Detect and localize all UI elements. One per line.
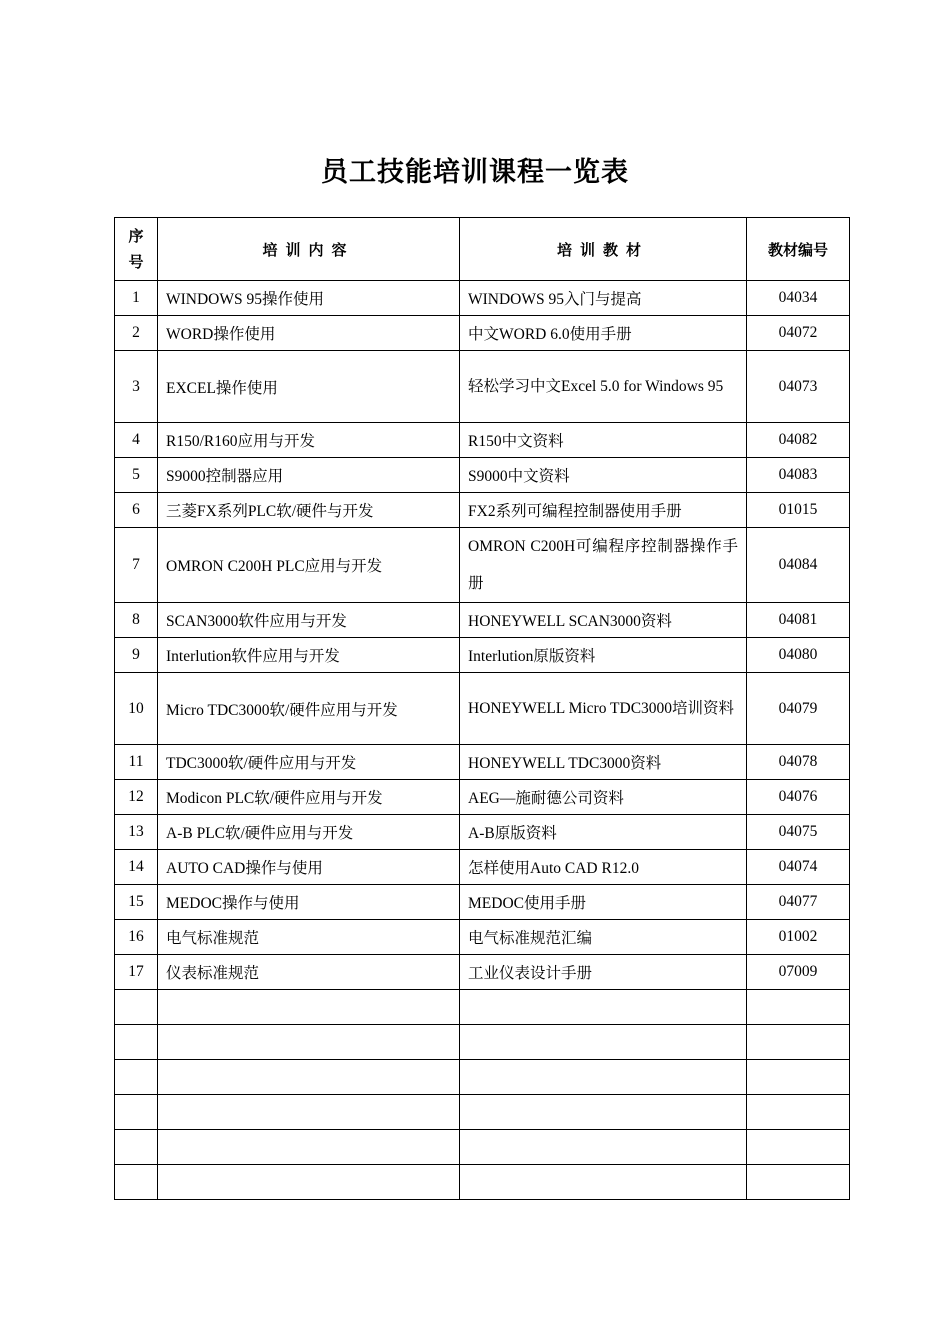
table-row <box>115 281 850 316</box>
row-code: 04034 <box>747 281 850 316</box>
empty-row <box>115 1165 850 1200</box>
row-material: 电气标准规范汇编 <box>460 920 747 955</box>
row-content: Interlution软件应用与开发 <box>158 638 460 673</box>
row-code: 04072 <box>747 316 850 351</box>
row-number: 16 <box>115 920 158 955</box>
row-number: 12 <box>115 780 158 815</box>
row-material: 中文WORD 6.0使用手册 <box>460 316 747 351</box>
row-number: 6 <box>115 493 158 528</box>
row-material: AEG—施耐德公司资料 <box>460 780 747 815</box>
row-code: 04084 <box>747 528 850 603</box>
row-content: 仪表标准规范 <box>158 955 460 990</box>
table-row <box>115 458 850 493</box>
header-material: 培训教材 <box>460 218 747 281</box>
table-row <box>115 920 850 955</box>
table-row <box>115 673 850 745</box>
row-code: 04081 <box>747 603 850 638</box>
row-number: 15 <box>115 885 158 920</box>
row-number: 7 <box>115 528 158 603</box>
row-content: MEDOC操作与使用 <box>158 885 460 920</box>
row-code: 04083 <box>747 458 850 493</box>
row-material: HONEYWELL Micro TDC3000培训资料 <box>460 673 747 745</box>
row-code: 01002 <box>747 920 850 955</box>
table-header-row <box>115 218 850 281</box>
row-content: 三菱FX系列PLC软/硬件与开发 <box>158 493 460 528</box>
row-number: 9 <box>115 638 158 673</box>
row-number: 10 <box>115 673 158 745</box>
row-content: WINDOWS 95操作使用 <box>158 281 460 316</box>
row-material: 怎样使用Auto CAD R12.0 <box>460 850 747 885</box>
table-row <box>115 815 850 850</box>
row-material: A-B原版资料 <box>460 815 747 850</box>
row-code: 04078 <box>747 745 850 780</box>
empty-row <box>115 990 850 1025</box>
row-number: 8 <box>115 603 158 638</box>
header-code: 教材编号 <box>747 218 850 281</box>
row-code: 04073 <box>747 351 850 423</box>
row-material: Interlution原版资料 <box>460 638 747 673</box>
table-row <box>115 603 850 638</box>
row-code: 04082 <box>747 423 850 458</box>
row-number: 3 <box>115 351 158 423</box>
row-material: 工业仪表设计手册 <box>460 955 747 990</box>
empty-row <box>115 1060 850 1095</box>
row-content: R150/R160应用与开发 <box>158 423 460 458</box>
table-row <box>115 638 850 673</box>
row-number: 5 <box>115 458 158 493</box>
row-number: 4 <box>115 423 158 458</box>
row-number: 1 <box>115 281 158 316</box>
row-code: 07009 <box>747 955 850 990</box>
row-number: 17 <box>115 955 158 990</box>
row-material: S9000中文资料 <box>460 458 747 493</box>
row-number: 13 <box>115 815 158 850</box>
row-material: MEDOC使用手册 <box>460 885 747 920</box>
table-row <box>115 528 850 603</box>
table-row <box>115 780 850 815</box>
empty-row <box>115 1025 850 1060</box>
row-material: R150中文资料 <box>460 423 747 458</box>
row-content: Micro TDC3000软/硬件应用与开发 <box>158 673 460 745</box>
row-code: 04079 <box>747 673 850 745</box>
row-number: 11 <box>115 745 158 780</box>
row-code: 04077 <box>747 885 850 920</box>
row-material: 轻松学习中文Excel 5.0 for Windows 95 <box>460 351 747 423</box>
page-title: 员工技能培训课程一览表 <box>321 157 629 188</box>
table-row <box>115 351 850 423</box>
row-code: 01015 <box>747 493 850 528</box>
row-material: OMRON C200H可编程序控制器操作手册 <box>460 528 747 603</box>
table-row <box>115 316 850 351</box>
row-content: S9000控制器应用 <box>158 458 460 493</box>
row-content: Modicon PLC软/硬件应用与开发 <box>158 780 460 815</box>
row-code: 04080 <box>747 638 850 673</box>
header-content: 培训内容 <box>158 218 460 281</box>
row-code: 04075 <box>747 815 850 850</box>
row-material: WINDOWS 95入门与提高 <box>460 281 747 316</box>
row-content: TDC3000软/硬件应用与开发 <box>158 745 460 780</box>
row-content: SCAN3000软件应用与开发 <box>158 603 460 638</box>
row-content: A-B PLC软/硬件应用与开发 <box>158 815 460 850</box>
row-number: 2 <box>115 316 158 351</box>
header-seq: 序 号 <box>115 218 158 281</box>
row-content: OMRON C200H PLC应用与开发 <box>158 528 460 603</box>
row-content: WORD操作使用 <box>158 316 460 351</box>
empty-row <box>115 1130 850 1165</box>
training-course-table <box>114 217 850 1200</box>
row-code: 04076 <box>747 780 850 815</box>
row-material: HONEYWELL TDC3000资料 <box>460 745 747 780</box>
table-row <box>115 850 850 885</box>
table-row <box>115 955 850 990</box>
table-row <box>115 423 850 458</box>
table-row <box>115 745 850 780</box>
row-content: EXCEL操作使用 <box>158 351 460 423</box>
row-material: FX2系列可编程控制器使用手册 <box>460 493 747 528</box>
table-row <box>115 885 850 920</box>
table-row <box>115 493 850 528</box>
row-content: 电气标准规范 <box>158 920 460 955</box>
row-content: AUTO CAD操作与使用 <box>158 850 460 885</box>
row-code: 04074 <box>747 850 850 885</box>
empty-row <box>115 1095 850 1130</box>
row-number: 14 <box>115 850 158 885</box>
row-material: HONEYWELL SCAN3000资料 <box>460 603 747 638</box>
